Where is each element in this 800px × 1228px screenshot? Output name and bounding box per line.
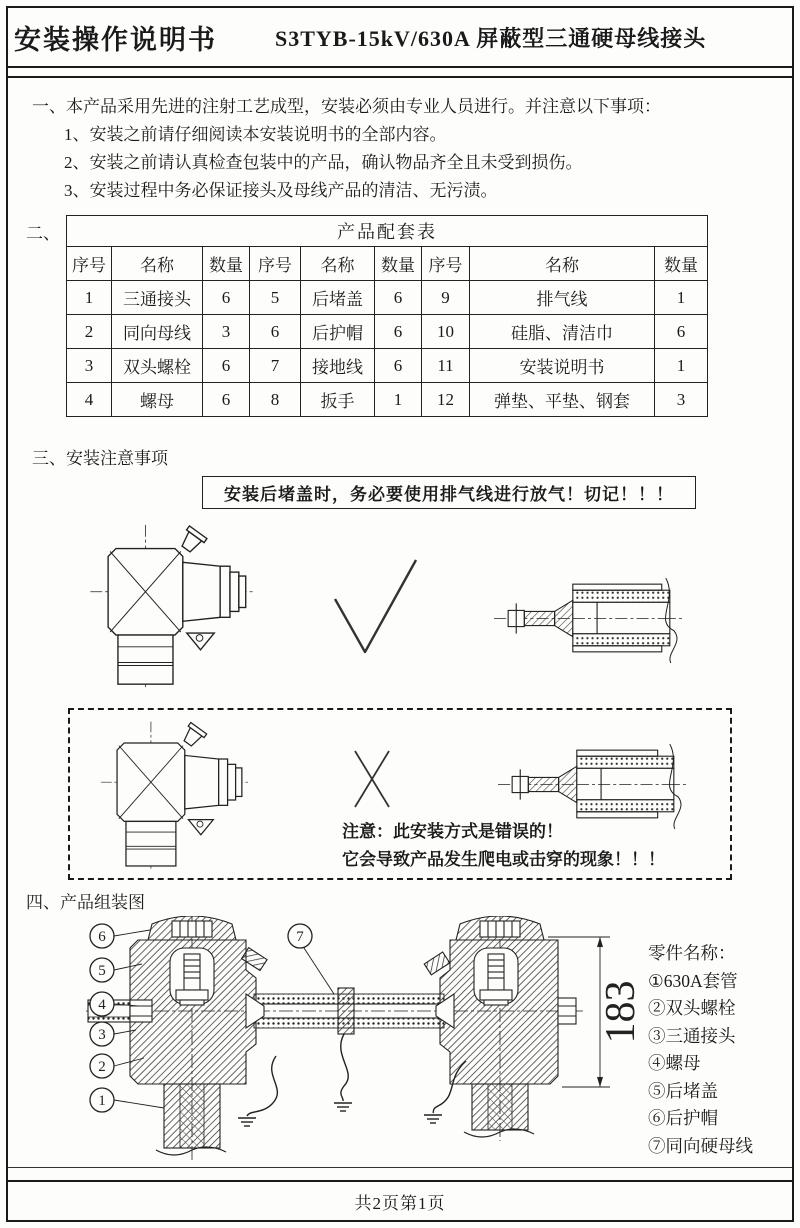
- tee-joint-drawing-correct: [88, 521, 256, 693]
- callout-5: 5: [98, 963, 106, 979]
- cell: 5: [250, 281, 301, 315]
- parts-list-item: ⑥后护帽: [648, 1108, 718, 1128]
- cell: 6: [375, 349, 422, 383]
- cell: 扳手: [301, 383, 375, 417]
- cell: 8: [250, 383, 301, 417]
- callout-7: 7: [296, 929, 304, 945]
- parts-list-item: ⑤后堵盖: [648, 1080, 718, 1101]
- cell: 7: [250, 349, 301, 383]
- callout-6: 6: [98, 929, 106, 945]
- callout-1: 1: [98, 1093, 106, 1109]
- cell: 12: [422, 383, 470, 417]
- callout-3: 3: [98, 1027, 106, 1043]
- col-header: 数量: [375, 247, 422, 281]
- col-header: 数量: [655, 247, 708, 281]
- cell: 3: [203, 315, 250, 349]
- cell: 1: [655, 349, 708, 383]
- col-header: 名称: [301, 247, 375, 281]
- parts-list-title: 零件名称：: [648, 943, 736, 963]
- document-header: [8, 8, 792, 68]
- parts-list-item: ①630A套管: [648, 970, 738, 991]
- header-separator: [8, 68, 792, 78]
- cell: 6: [203, 349, 250, 383]
- document-title: 安装操作说明书: [14, 24, 217, 55]
- cell: 9: [422, 281, 470, 315]
- cell: 6: [655, 315, 708, 349]
- table-row: [67, 383, 708, 417]
- cell: 螺母: [112, 383, 203, 417]
- section2-label: 二、: [26, 224, 60, 243]
- content-bottom-rule: [8, 1167, 792, 1168]
- section3-heading: 三、安装注意事项: [32, 449, 168, 468]
- parts-list-item: ②双头螺栓: [648, 998, 736, 1018]
- parts-list-item: ④螺母: [648, 1053, 701, 1073]
- cell: 弹垫、平垫、钢套: [470, 383, 655, 417]
- col-header: 名称: [112, 247, 203, 281]
- col-header: 序号: [67, 247, 112, 281]
- cell: 1: [67, 281, 112, 315]
- callout-2: 2: [98, 1059, 106, 1075]
- cell: 6: [203, 281, 250, 315]
- section1-item-2: 2、安装之前请认真检查包装中的产品，确认物品齐全且未受到损伤。: [64, 153, 583, 172]
- cell: 双头螺栓: [112, 349, 203, 383]
- col-header: 序号: [250, 247, 301, 281]
- table-row: [67, 349, 708, 383]
- wrong-installation-box: [68, 708, 732, 880]
- cell: 4: [67, 383, 112, 417]
- cell: 后堵盖: [301, 281, 375, 315]
- cell: 接地线: [301, 349, 375, 383]
- busbar-section-drawing-correct: [494, 570, 686, 666]
- cell: 6: [250, 315, 301, 349]
- cell: 6: [203, 383, 250, 417]
- table-row: [67, 281, 708, 315]
- section1-heading: 一、本产品采用先进的注射工艺成型，安装必须由专业人员进行。并注意以下事项：: [32, 97, 661, 116]
- document-body: [8, 78, 792, 1169]
- cell: 后护帽: [301, 315, 375, 349]
- tee-joint-drawing-wrong: [96, 718, 254, 874]
- wrong-note-line1: 注意：此安装方式是错误的！: [342, 822, 563, 841]
- correct-checkmark-icon: [326, 553, 421, 668]
- section4-heading: 四、产品组装图: [26, 893, 145, 912]
- section1-item-1: 1、安装之前请仔细阅读本安装说明书的全部内容。: [64, 125, 447, 144]
- dimension-label: 183: [598, 980, 644, 1044]
- cell: 11: [422, 349, 470, 383]
- cell: 1: [655, 281, 708, 315]
- parts-list: [648, 940, 753, 1160]
- cell: 3: [67, 349, 112, 383]
- product-model-title: S3TYB-15kV/630A 屏蔽型三通硬母线接头: [275, 25, 707, 51]
- cell: 6: [375, 281, 422, 315]
- cell: 1: [375, 383, 422, 417]
- cell: 同向母线: [112, 315, 203, 349]
- parts-list-item: ⑦同向硬母线: [648, 1135, 753, 1156]
- col-header: 序号: [422, 247, 470, 281]
- cell: 三通接头: [112, 281, 203, 315]
- page-footer: [8, 1180, 792, 1220]
- cell: 6: [375, 315, 422, 349]
- accessory-table: [66, 215, 708, 417]
- table-title: 产品配套表: [67, 216, 708, 247]
- cell: 安装说明书: [470, 349, 655, 383]
- wrong-x-icon: [352, 748, 392, 810]
- cell: 排气线: [470, 281, 655, 315]
- col-header: 数量: [203, 247, 250, 281]
- section1-item-3: 3、安装过程中务必保证接头及母线产品的清洁、无污渍。: [64, 181, 498, 200]
- wrong-note-line2: 它会导致产品发生爬电或击穿的现象！！！: [342, 850, 665, 869]
- vent-warning-box: 安装后堵盖时，务必要使用排气线进行放气！切记！！！: [202, 476, 696, 509]
- table-row: [67, 315, 708, 349]
- cell: 10: [422, 315, 470, 349]
- cell: 2: [67, 315, 112, 349]
- page-border: [6, 6, 794, 1222]
- assembly-diagram: [86, 916, 656, 1166]
- page-count: 共2页第1页: [354, 1193, 446, 1213]
- callout-4: 4: [98, 997, 106, 1013]
- cell: 3: [655, 383, 708, 417]
- parts-list-item: ③三通接头: [648, 1025, 736, 1046]
- cell: 硅脂、清洁巾: [470, 315, 655, 349]
- col-header: 名称: [470, 247, 655, 281]
- table-header-row: [67, 247, 708, 281]
